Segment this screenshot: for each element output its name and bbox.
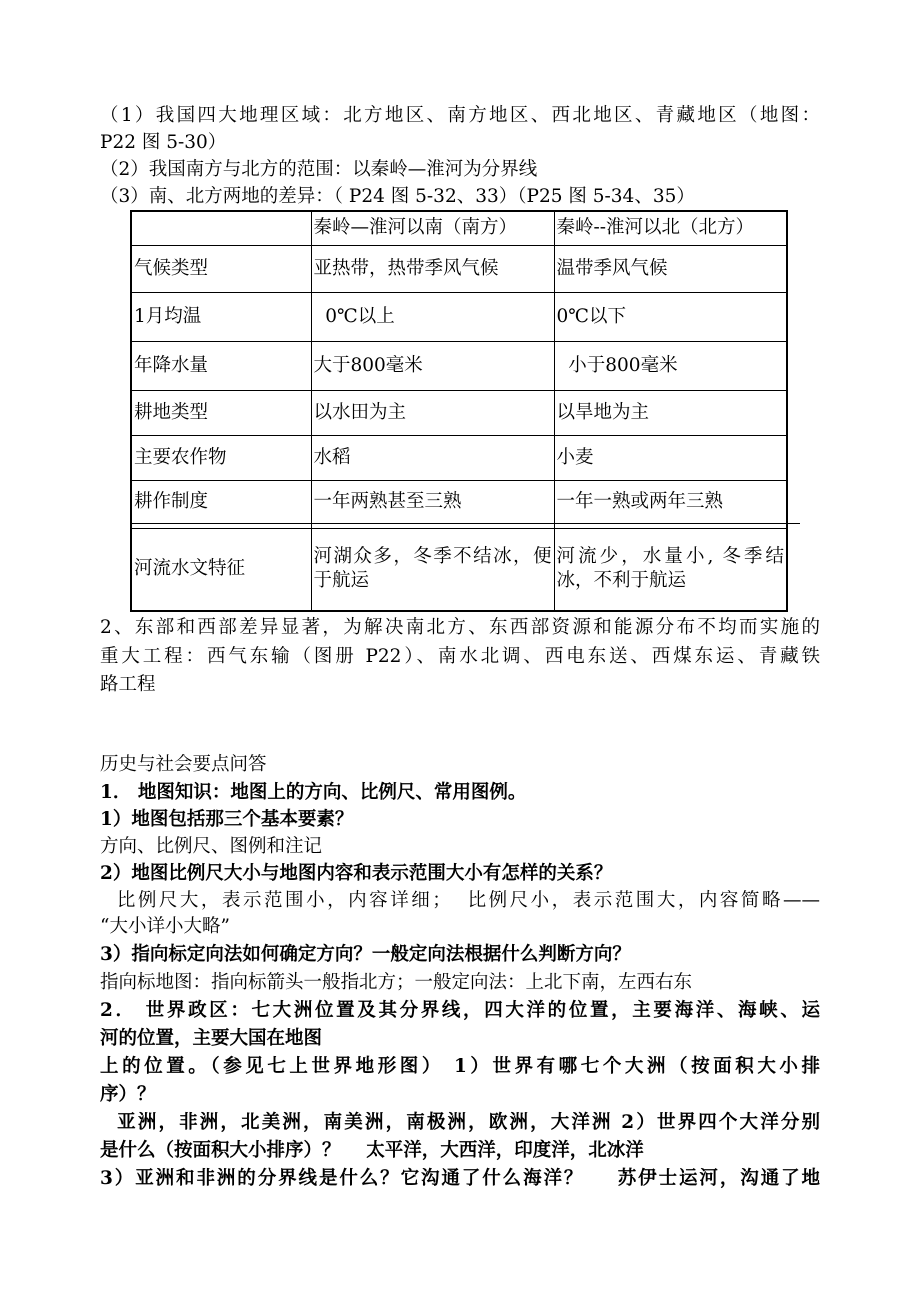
item1-line2: P22 图 5-30） (100, 132, 227, 153)
table-header-cell (131, 211, 311, 245)
section2-line1: 2、东部和西部差异显著，为解决南北方、东西部资源和能源分布不均而实施的 (100, 617, 820, 638)
table-header-row (131, 211, 787, 245)
table-cell: 以水田为主 (311, 390, 554, 435)
qa-title: 历史与社会要点问答 (100, 754, 267, 775)
table-header-cell: 秦岭--淮河以北（北方） (554, 211, 787, 245)
table-cell: 河流水文特征 (131, 528, 311, 611)
table-row (131, 480, 787, 523)
qa-line: 1． 地图知识：地图上的方向、比例尺、常用图例。 (100, 782, 527, 803)
table-cell: 河湖众多，冬季不结冰，便于航运 (311, 528, 554, 611)
table-cell: 一年一熟或两年三熟 (554, 480, 787, 523)
table-cell: 亚热带，热带季风气候 (311, 245, 554, 292)
table-cell: 年降水量 (131, 341, 311, 390)
table-cell: 主要农作物 (131, 435, 311, 480)
table-cell: 耕地类型 (131, 390, 311, 435)
qa-line: 2． 世界政区：七大洲位置及其分界线，四大洋的位置，主要海洋、海峡、运 (100, 1000, 820, 1021)
qa-line: 方向、比例尺、图例和注记 (100, 836, 323, 857)
table-cell: 0℃以上 (311, 292, 554, 341)
qa-line: “大小详小大略” (100, 916, 230, 937)
table-cell: 大于800毫米 (311, 341, 554, 390)
table-row (131, 390, 787, 435)
qa-line: 上的位置。（参见七上世界地形图） 1）世界有哪七个大洲（按面积大小排 (100, 1056, 820, 1077)
stray-rule-line (786, 523, 800, 524)
qa-line: 2）地图比例尺大小与地图内容和表示范围大小有怎样的关系？ (100, 863, 613, 884)
table-cell: 气候类型 (131, 245, 311, 292)
qa-line: 亚洲，非洲，北美洲，南美洲，南极洲，欧洲，大洋洲 2）世界四个大洋分别 (100, 1112, 820, 1133)
table-cell: 0℃以下 (554, 292, 787, 341)
table-cell: 一年两熟甚至三熟 (311, 480, 554, 523)
item2-text: （2）我国南方与北方的范围：以秦岭—淮河为分界线 (100, 159, 538, 180)
table-row (131, 435, 787, 480)
qa-line: 3）指向标定向法如何确定方向？一般定向法根据什么判断方向？ (100, 944, 631, 965)
qa-line: 1）地图包括那三个基本要素？ (100, 809, 354, 830)
table-cell: 河流少，水量小, 冬季结冰，不利于航运 (554, 528, 787, 611)
qa-line: 比例尺大，表示范围小，内容详细； 比例尺小，表示范围大，内容简略—— (100, 890, 820, 911)
qa-line: 3）亚洲和非洲的分界线是什么？它沟通了什么海洋？ 苏伊士运河，沟通了地 (100, 1168, 820, 1189)
table-cell: 以旱地为主 (554, 390, 787, 435)
table-row (131, 341, 787, 390)
table-row (131, 528, 787, 611)
qa-line: 序）？ (100, 1084, 156, 1105)
item1-line1: （1）我国四大地理区域：北方地区、南方地区、西北地区、青藏地区（地图： (100, 105, 820, 126)
qa-line: 是什么（按面积大小排序）？ 太平洋，大西洋，印度洋，北冰洋 (100, 1140, 644, 1161)
table-cell: 小麦 (554, 435, 787, 480)
table-row (131, 245, 787, 292)
table-cell: 温带季风气候 (554, 245, 787, 292)
south-north-comparison-table (130, 210, 788, 612)
table-cell: 耕作制度 (131, 480, 311, 523)
qa-line: 河的位置，主要大国在地图 (100, 1028, 323, 1049)
table-cell: 1月均温 (131, 292, 311, 341)
section2-line3: 路工程 (100, 674, 156, 695)
table-cell: 水稻 (311, 435, 554, 480)
table-header-cell: 秦岭—淮河以南（南方） (311, 211, 554, 245)
table-cell: 小于800毫米 (554, 341, 787, 390)
qa-line: 指向标地图：指向标箭头一般指北方；一般定向法：上北下南，左西右东 (100, 972, 693, 993)
item3-text: （3）南、北方两地的差异：（ P24 图 5-32、33）（P25 图 5-34、35） (100, 186, 695, 207)
section2-line2: 重大工程：西气东输（图册 P22）、南水北调、西电东送、西煤东运、青藏铁 (100, 646, 820, 667)
table-row (131, 292, 787, 341)
